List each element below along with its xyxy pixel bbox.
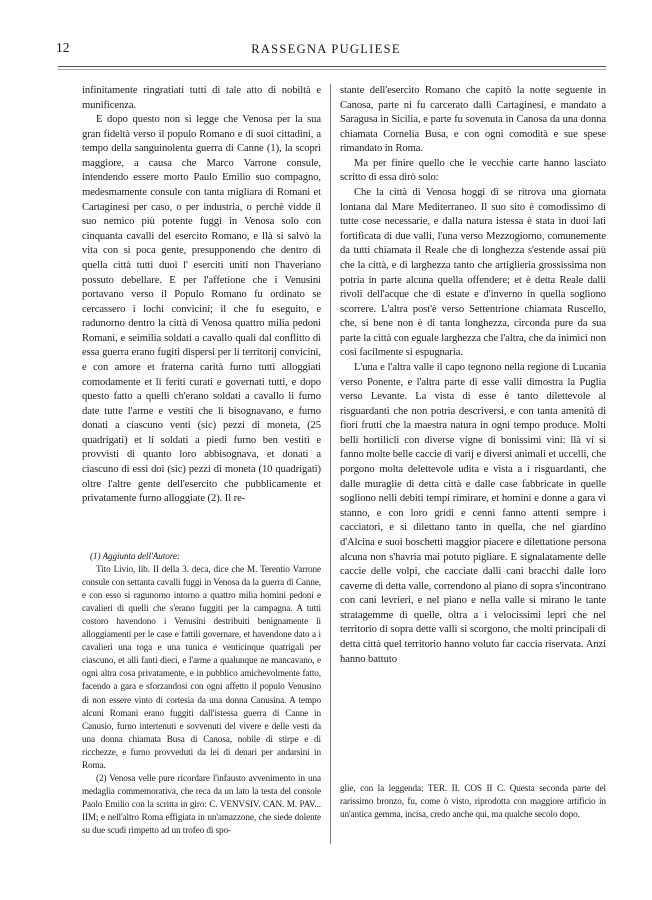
running-title: RASSEGNA PUGLIESE — [251, 42, 401, 56]
footnote-2-text: (2) Venosa velle pure ricordare l'infausto avvenimento in una medaglia commemorativa, che reca da un lato la testa del console Paolo Emilio con la scritta in giro: C. VENVSIV. CAN. M. PAV... IIM; e nell'altro Roma effigiata in un'amazzone, che siede dolente su due scudi rimpetto ad un trofeo di spo- — [82, 772, 321, 835]
right-paragraph-4: L'una e l'altra valle il capo tegnono nella regione di Lucania verso Ponente, e l'altra parte di esse valli dimostra la Puglia verso Levante. La vista di esse è tanto dilettevole al risguardanti che non potria descriversi, e con tanta amenità di fiori frutti che la maestra natura in ogni tempo produce. Molti belli hortilicli con diverse vigne di bonissimi vini: llà vi si fanno molte belle caccie di varij e diversi animali et uccelli, che porgono molta delettevole udita e vista a i risguardanti, che dalle muraglie di detta città e dalle case fabbricate in quelle sogliono nelli debiti tempi rimirare, et homini e donne a gara vi stanno, e con loro gridi e cenni fanno attenti sempre i cacciatori, e si dilettano tanto in quella, che nel giardino d'Alcina e suoi boschetti maggior piacere e dilettatione persona alcuna non s'havria mai potuto pigliare. E signalatamente delle caccie delle volpi, che cacciate dalli cani bracchi dalle loro caverne di detta valle, correndono al piano di sopra s'incontrano con cani levrieri, e nel piano e nella valle si mirano le tante stratagemme di quelle, oltra a i velocissimi lepri che nel territorio di sopra dette valli si scorgono, che molti principali di detta città quel territorio hanno voluto far caccia riservata. Anzi hanno battuto — [340, 361, 606, 665]
left-column — [82, 84, 321, 507]
header-rule-thin — [58, 69, 606, 70]
footnote-1-text: Tito Livio, lib. II della 3. deca, dice che M. Terentio Varrone consule con settanta cavalli fuggì in Venosa da la guerra di Canne, e con esso si ragunorno intorno a quattro milia homini pedoni e cavalieri di quelli che s'erano fuggiti per la campagna. A tutti costoro havendono i Venusini destribuiti benignamente li alloggiamenti per le case e fattili governare, et havendone dato a i cavalieri una toga e una tunica e venticinque quatrigali per ciascuno, et alli fanti dieci, e l'arme a qualunque ne mancavano, e ogni altra cosa privatamente, e in pubblico amichevolmente fatto, facendo a gara e sforzandosi con ogni affetto il populo Venusino di non essere vinto di cortesia da una donna Canusina. A tempo alcuni Romani erano fuggiti dall'istessa guerra di Canne in Canusio, furno intertenuti e sovvenuti del vivere e delle vesti da una donna chiamata Busa di Canosa, nobile di stirpe e di ricchezze, e furno provveduti da lei di denari per andarsini in Roma. — [82, 564, 321, 770]
footnote-2-continuation: glie, con la leggenda: TER. II. COS II C. Questa seconda parte del rarissimo bronzo, fu, come ò visto, riprodotta con maggiore artificio in un'antica gemma, incisa, credo anche qui, ma qualche secolo dopo. — [340, 783, 606, 820]
column-divider — [330, 84, 331, 844]
left-paragraph-1: infinitamente ringratiati tutti di tale atto di nobiltà e munificenza. — [82, 85, 321, 111]
header-rule — [58, 66, 606, 67]
right-paragraph-1: stante dell'esercito Romano che capitò la notte seguente in Canosa, parte ni fu carcerato dalli Cartaginesi, e mandato a Saragusa in Sicilia, e parte fu sovenuta in Canosa da una donna chiamata Cornelia Busa, e con ogni comodità e sue spese rimandato in Roma. — [340, 85, 606, 155]
footnote-1-heading: (1) Aggiunta dell'Autore: — [90, 551, 180, 561]
right-column — [340, 84, 606, 667]
left-paragraph-2: E dopo questo non si legge che Venosa per la sua gran fideltà verso il populo Romano e di suoi cittadini, a tempo della sanguinolenta guerra di Canne (1), la scoprì maggiore, a causa che Marco Varrone consule, intendendo essere morto Paulo Emilio suo compagno, medesmamente consule con tanta migliara di Romani et Cartaginesi per caso, o per industria, o perchè vidde il suo nemico più potente fuggì in Venosa solo con cinquanta cavalli del esercito Romano, e llà si salvò la vita con si poca gente, presupponendo che dentro di quella città tutti duoi l' eserciti uniti non l'haveriano possuto debellare. E per l'affetione che i Venusini portavano verso il Populo Romano fu ordinato se cercassero i lochi convicini; il che fu eseguito, e radunorno dentro la città di Venosa quattro milia pedoni Romani, e seimilia soldati a cavallo quali dal conflitto di essa guerra erano fugiti dispersi per li territorij convicini, e con amore et fraterna carità furno tutti alloggiati comodamente et li feriti curati e governati tutti, e dopo questo fatto a quelli ch'erano soldati a cavallo li furno date tutte l'arme e vestiti che li bisognavano, e furno donati a ciascuno venti (sic) pezzi di moneta, (25 quadrigati) et li soldati a piedi furno ben vestiti e provvisti di quanto loro abbisognava, et donati a ciascuno di essi doi (sic) pezzi di moneta (10 quadrigati) oltre l'altre gente dell'esercito che pubblicamente et privatamente furno alloggiate (2). Il re- — [82, 114, 321, 505]
page-number: 12 — [56, 40, 70, 55]
right-paragraph-3: Che la città di Venosa hoggi dì se ritrova una giornata lontana dal Mare Mediterraneo. Il suo sito è comodissimo di tutte cose necessarie, e dalla natura istessa è stata in duoi lati fortificata di due valli, l'una verso Mezzogiorno, comunemente da tutti chiamata il Reale che di longhezza s'estende assai più che la città, e di larghezza tanto che artiglieria grossissima non potria in parte alcuna quella offendere; et è detta Reale dalli rivoli dell'acque che di estate e d'inverno in quella sogliono scorrere. L'altra post'è verso Settentrione chiamata Ruscello, che, si bene non è di tanta longhezza, circonda pure da sua parte la città con eguale larghezza che l'altra, che da inimici non così facilmente si espugnaria. — [340, 187, 606, 359]
left-footnotes — [82, 550, 321, 837]
right-paragraph-2: Ma per finire quello che le vecchie carte hanno lasciato scritto di essa dirò solo: — [340, 157, 606, 184]
right-footnote — [340, 782, 606, 821]
